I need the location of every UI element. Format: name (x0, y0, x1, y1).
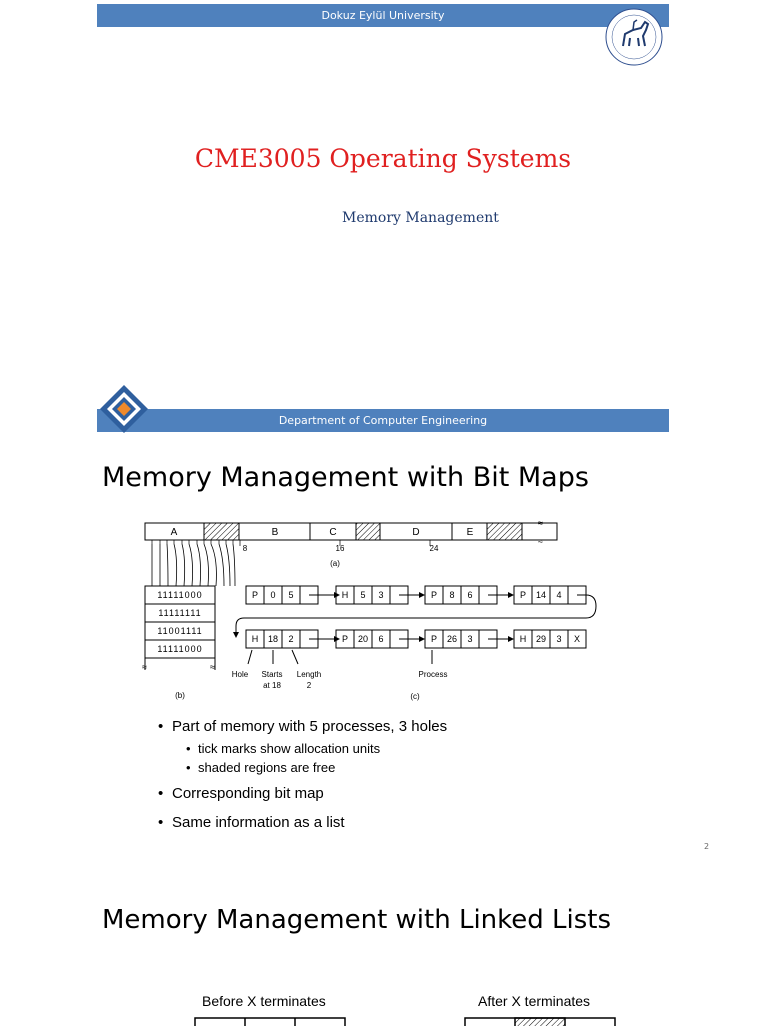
svg-text:3: 3 (378, 590, 384, 600)
svg-text:≈: ≈ (538, 536, 543, 546)
caption-b: (b) (175, 691, 185, 700)
svg-text:5: 5 (288, 590, 294, 600)
segment-label: E (466, 527, 474, 538)
svg-text:14: 14 (535, 590, 547, 600)
segment-label: A (170, 527, 178, 538)
svg-text:6: 6 (467, 590, 473, 600)
svg-text:at 18: at 18 (263, 681, 281, 690)
svg-text:2: 2 (288, 634, 294, 644)
svg-text:H: H (519, 634, 527, 644)
sub-bullet-item: • tick marks show allocation units (186, 741, 658, 756)
svg-text:6: 6 (378, 634, 384, 644)
svg-text:8: 8 (449, 590, 455, 600)
svg-text:P: P (430, 634, 438, 644)
svg-text:H: H (341, 590, 349, 600)
slide-title: Memory Management with Bit Maps (102, 462, 589, 493)
svg-text:P: P (251, 590, 259, 600)
svg-text:Length: Length (296, 670, 322, 679)
svg-text:3: 3 (467, 634, 473, 644)
department-name: Department of Computer Engineering (278, 414, 488, 427)
svg-text:3: 3 (556, 634, 562, 644)
svg-text:26: 26 (446, 634, 458, 644)
slide-title: Memory Management with Linked Lists (102, 905, 612, 935)
bullet-item: • Same information as a list (158, 814, 658, 831)
university-name: Dokuz Eylül University (321, 9, 445, 22)
slide-title: CME3005 Operating Systems (194, 144, 572, 173)
svg-text:Starts: Starts (261, 670, 283, 679)
segment-label: B (271, 527, 279, 538)
svg-text:≈: ≈ (210, 662, 215, 672)
bullet-item: • Part of memory with 5 processes, 3 holes (158, 718, 658, 735)
svg-text:P: P (519, 590, 527, 600)
svg-text:P: P (341, 634, 349, 644)
slide-subtitle: Memory Management (342, 210, 499, 226)
svg-text:Process: Process (418, 670, 448, 679)
bitmap-row: 11111111 (158, 608, 202, 618)
bitmap-row: 11111000 (157, 590, 203, 600)
svg-text:≈: ≈ (538, 518, 543, 528)
tick-label: 8 (242, 544, 248, 553)
segment-label: C (329, 527, 337, 538)
page-number: 2 (704, 842, 710, 851)
svg-text:P: P (430, 590, 438, 600)
bullet-list (158, 718, 658, 837)
caption-c: (c) (410, 692, 420, 701)
svg-text:0: 0 (270, 590, 276, 600)
svg-text:4: 4 (556, 590, 562, 600)
header-bar (97, 4, 669, 27)
svg-text:5: 5 (360, 590, 366, 600)
svg-text:20: 20 (357, 634, 369, 644)
department-logo-icon (99, 384, 149, 434)
sub-bullet-item: • shaded regions are free (186, 760, 658, 775)
title-slide (97, 4, 669, 432)
tick-label: 16 (335, 544, 345, 553)
svg-text:X: X (573, 634, 581, 644)
svg-text:Hole: Hole (231, 670, 249, 679)
svg-text:≈: ≈ (142, 662, 147, 672)
svg-text:29: 29 (535, 634, 547, 644)
bitmap-row: 11001111 (157, 626, 203, 636)
bitmap-row: 11111000 (157, 644, 203, 654)
linked-list-figure-partial (190, 1014, 630, 1026)
bullet-item: • Corresponding bit map (158, 785, 658, 802)
bitmap-figure (140, 514, 600, 710)
university-seal-icon (603, 6, 665, 68)
before-label: Before X terminates (202, 993, 326, 1009)
svg-text:18: 18 (267, 634, 279, 644)
footer-bar (97, 409, 669, 432)
caption-a: (a) (330, 559, 340, 568)
segment-label: D (412, 527, 420, 538)
tick-label: 24 (429, 544, 439, 553)
after-label: After X terminates (478, 993, 591, 1009)
svg-text:2: 2 (306, 681, 312, 690)
svg-text:H: H (251, 634, 259, 644)
